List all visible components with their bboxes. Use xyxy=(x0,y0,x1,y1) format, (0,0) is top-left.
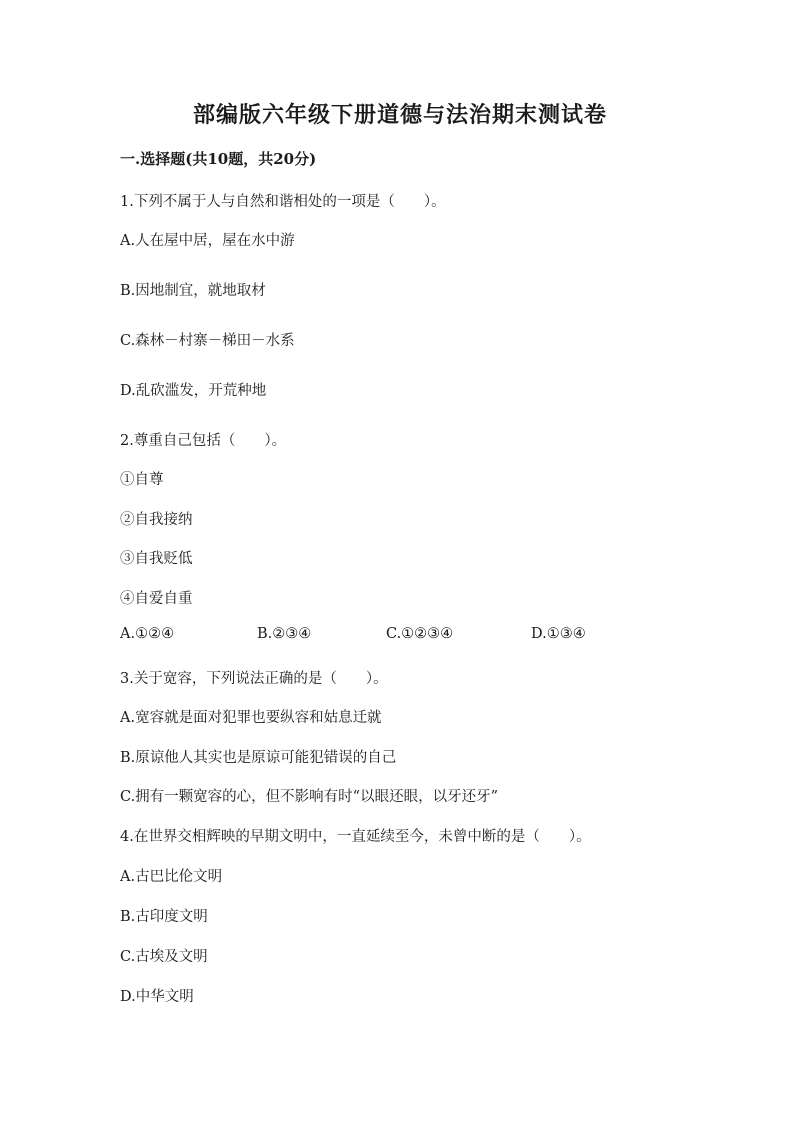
question-3-option-c: C.拥有一颗宽容的心，但不影响有时“以眼还眼，以牙还牙” xyxy=(120,789,499,805)
question-2-option-a: A.①②④ xyxy=(120,626,175,642)
question-1-option-d: D.乱砍滥发，开荒种地 xyxy=(120,383,267,399)
question-4-option-c: C.古埃及文明 xyxy=(120,949,208,965)
question-1-option-b: B.因地制宜，就地取材 xyxy=(120,283,266,299)
question-2-statement-1: ①自尊 xyxy=(120,472,164,488)
question-2-option-d: D.①③④ xyxy=(531,626,586,642)
question-2-statement-4: ④自爱自重 xyxy=(120,591,193,607)
question-2-statement-3: ③自我贬低 xyxy=(120,551,193,567)
question-1-stem: 1.下列不属于人与自然和谐相处的一项是（ ）。 xyxy=(120,194,446,210)
question-1-option-c: C.森林－村寨－梯田－水系 xyxy=(120,333,295,349)
question-2-option-c: C.①②③④ xyxy=(386,626,454,642)
question-2-option-b: B.②③④ xyxy=(257,626,312,642)
page-title: 部编版六年级下册道德与法治期末测试卷 xyxy=(192,102,607,128)
question-4-option-a: A.古巴比伦文明 xyxy=(120,869,223,885)
question-2-stem: 2.尊重自己包括（ ）。 xyxy=(120,433,287,449)
question-3-option-a: A.宽容就是面对犯罪也要纵容和姑息迁就 xyxy=(120,710,382,726)
question-2-statement-2: ②自我接纳 xyxy=(120,512,193,528)
question-1-option-a: A.人在屋中居，屋在水中游 xyxy=(120,233,295,249)
section-heading: 一.选择题(共10题，共20分) xyxy=(120,150,317,168)
question-4-option-b: B.古印度文明 xyxy=(120,909,208,925)
question-4-stem: 4.在世界交相辉映的早期文明中，一直延续至今，未曾中断的是（ ）。 xyxy=(120,829,591,845)
question-3-option-b: B.原谅他人其实也是原谅可能犯错误的自己 xyxy=(120,750,397,766)
question-4-option-d: D.中华文明 xyxy=(120,989,194,1005)
question-3-stem: 3.关于宽容，下列说法正确的是（ ）。 xyxy=(120,671,388,687)
question-2-options-row xyxy=(120,626,680,646)
